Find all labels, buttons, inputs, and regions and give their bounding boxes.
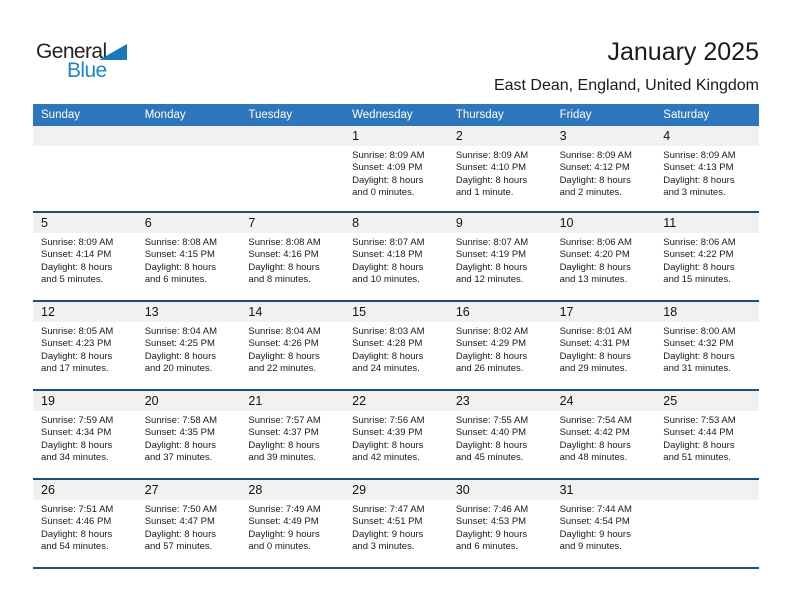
daylight-line1: Daylight: 8 hours (248, 261, 320, 273)
day-cell (137, 480, 241, 567)
day-cell (33, 302, 137, 389)
daylight-line1: Daylight: 8 hours (352, 261, 424, 273)
weekday-header-row (33, 104, 759, 126)
sunrise-text: Sunrise: 8:01 AM (559, 326, 632, 337)
day-cell (33, 391, 137, 478)
sunrise-text: Sunrise: 8:09 AM (663, 150, 736, 161)
daylight-line1: Daylight: 8 hours (559, 261, 631, 273)
day-details (344, 146, 448, 200)
day-details (240, 500, 344, 554)
day-cell (552, 213, 656, 300)
day-number: 19 (33, 391, 137, 411)
daylight-line1: Daylight: 8 hours (352, 439, 424, 451)
day-details (240, 233, 344, 287)
day-details (240, 411, 344, 465)
day-number (655, 480, 759, 500)
weeks (33, 126, 759, 569)
sunrise-text: Sunrise: 8:08 AM (144, 237, 218, 248)
sunset-text: Sunset: 4:16 PM (248, 249, 319, 261)
day-cell (448, 126, 552, 211)
day-number: 9 (448, 213, 552, 233)
logo-text-general: General (36, 40, 107, 63)
day-cell (240, 302, 344, 389)
daylight-line2: and 15 minutes. (663, 274, 731, 286)
daylight-line2: and 29 minutes. (559, 363, 628, 375)
day-number: 12 (33, 302, 137, 322)
sunset-text: Sunset: 4:39 PM (352, 427, 423, 439)
sunset-text: Sunset: 4:15 PM (144, 249, 215, 261)
day-cell (240, 213, 344, 300)
weekday-tuesday: Tuesday (248, 109, 293, 121)
daylight-line1: Daylight: 8 hours (144, 261, 216, 273)
daylight-line2: and 10 minutes. (352, 274, 420, 286)
daylight-line2: and 39 minutes. (248, 452, 317, 464)
day-details (448, 411, 552, 465)
day-number: 21 (240, 391, 344, 411)
day-details (344, 411, 448, 465)
day-details (137, 500, 241, 554)
day-cell (240, 126, 344, 211)
sunrise-text: Sunrise: 8:03 AM (352, 326, 425, 337)
day-cell (655, 213, 759, 300)
sunset-text: Sunset: 4:19 PM (455, 249, 527, 261)
sunrise-text: Sunrise: 8:09 AM (559, 150, 632, 161)
sunrise-text: Sunrise: 8:02 AM (455, 326, 529, 337)
daylight-line1: Daylight: 8 hours (144, 350, 216, 362)
sunset-text: Sunset: 4:51 PM (352, 516, 423, 528)
sunrise-text: Sunrise: 7:49 AM (248, 504, 321, 515)
daylight-line1: Daylight: 8 hours (455, 174, 528, 186)
day-details (655, 322, 759, 376)
day-details (240, 146, 344, 150)
day-details (552, 411, 656, 465)
sunset-text: Sunset: 4:40 PM (455, 427, 527, 439)
day-number: 25 (655, 391, 759, 411)
sunrise-text: Sunrise: 8:04 AM (144, 326, 218, 337)
sunset-text: Sunset: 4:29 PM (455, 338, 527, 350)
day-number (33, 126, 137, 146)
day-cell (344, 391, 448, 478)
day-details (137, 233, 241, 287)
sunrise-text: Sunrise: 8:07 AM (352, 237, 425, 248)
daylight-line2: and 12 minutes. (455, 274, 524, 286)
sunset-text: Sunset: 4:47 PM (144, 516, 215, 528)
general-blue-logo (36, 40, 130, 86)
day-details (344, 233, 448, 287)
weekday-thursday: Thursday (455, 109, 504, 121)
daylight-line2: and 2 minutes. (559, 187, 622, 199)
sunrise-text: Sunrise: 7:46 AM (455, 504, 529, 515)
day-details (655, 233, 759, 287)
day-cell (448, 302, 552, 389)
day-cell (137, 391, 241, 478)
day-cell (552, 480, 656, 567)
sunrise-text: Sunrise: 7:56 AM (352, 415, 425, 426)
sunrise-text: Sunrise: 7:50 AM (144, 504, 218, 515)
day-number: 22 (344, 391, 448, 411)
daylight-line2: and 8 minutes. (248, 274, 311, 286)
daylight-line1: Daylight: 8 hours (352, 174, 424, 186)
daylight-line1: Daylight: 8 hours (663, 439, 735, 451)
day-cell (137, 126, 241, 211)
daylight-line2: and 48 minutes. (559, 452, 628, 464)
day-details (137, 411, 241, 465)
day-number: 23 (448, 391, 552, 411)
sunset-text: Sunset: 4:23 PM (41, 338, 112, 350)
day-details (448, 322, 552, 376)
location-subtitle: East Dean, England, United Kingdom (493, 77, 759, 94)
day-number: 27 (137, 480, 241, 500)
daylight-line1: Daylight: 8 hours (663, 174, 735, 186)
daylight-line1: Daylight: 8 hours (248, 439, 320, 451)
sunset-text: Sunset: 4:14 PM (41, 249, 112, 261)
day-details (552, 322, 656, 376)
day-number: 6 (137, 213, 241, 233)
weekday-friday: Friday (559, 109, 592, 121)
day-number: 13 (137, 302, 241, 322)
day-details (33, 411, 137, 465)
day-cell (448, 480, 552, 567)
weekday-sunday: Sunday (41, 109, 81, 121)
daylight-line2: and 13 minutes. (559, 274, 628, 286)
sunrise-text: Sunrise: 7:51 AM (41, 504, 114, 515)
weekday-saturday: Saturday (663, 109, 710, 121)
day-number: 24 (552, 391, 656, 411)
day-number: 1 (344, 126, 448, 146)
day-number: 18 (655, 302, 759, 322)
day-details (33, 233, 137, 287)
sunset-text: Sunset: 4:18 PM (352, 249, 423, 261)
daylight-line2: and 24 minutes. (352, 363, 420, 375)
sunrise-text: Sunrise: 8:04 AM (248, 326, 321, 337)
weekday-wednesday: Wednesday (352, 109, 413, 121)
week-row (33, 126, 759, 211)
sunset-text: Sunset: 4:32 PM (663, 338, 734, 350)
daylight-line1: Daylight: 8 hours (352, 350, 424, 362)
daylight-line1: Daylight: 8 hours (41, 261, 113, 273)
daylight-line1: Daylight: 8 hours (663, 350, 735, 362)
day-cell (552, 126, 656, 211)
day-number: 26 (33, 480, 137, 500)
day-cell (344, 213, 448, 300)
sunset-text: Sunset: 4:13 PM (663, 162, 734, 174)
sunset-text: Sunset: 4:54 PM (559, 516, 630, 528)
day-number: 10 (552, 213, 656, 233)
sunrise-text: Sunrise: 8:09 AM (455, 150, 529, 161)
daylight-line1: Daylight: 8 hours (559, 174, 631, 186)
sunrise-text: Sunrise: 7:59 AM (41, 415, 114, 426)
daylight-line2: and 37 minutes. (144, 452, 213, 464)
day-details (448, 233, 552, 287)
day-number: 8 (344, 213, 448, 233)
day-details (240, 322, 344, 376)
day-number: 31 (552, 480, 656, 500)
daylight-line2: and 57 minutes. (144, 541, 213, 553)
day-cell (448, 391, 552, 478)
day-cell (137, 302, 241, 389)
sunset-text: Sunset: 4:53 PM (455, 516, 527, 528)
daylight-line1: Daylight: 8 hours (41, 350, 113, 362)
day-cell (33, 126, 137, 211)
daylight-line2: and 0 minutes. (352, 187, 415, 199)
daylight-line2: and 6 minutes. (455, 541, 519, 553)
day-number: 14 (240, 302, 344, 322)
sunset-text: Sunset: 4:10 PM (455, 162, 527, 174)
sunrise-text: Sunrise: 7:55 AM (455, 415, 529, 426)
sunrise-text: Sunrise: 8:07 AM (455, 237, 529, 248)
day-number: 11 (655, 213, 759, 233)
sunrise-text: Sunrise: 7:57 AM (248, 415, 321, 426)
sunrise-text: Sunrise: 8:00 AM (663, 326, 736, 337)
day-number: 20 (137, 391, 241, 411)
sunset-text: Sunset: 4:20 PM (559, 249, 630, 261)
daylight-line2: and 54 minutes. (41, 541, 109, 553)
day-cell (33, 213, 137, 300)
sunrise-text: Sunrise: 8:06 AM (663, 237, 736, 248)
logo-text-blue: Blue (67, 59, 107, 82)
page-title: January 2025 (607, 38, 759, 66)
day-cell (137, 213, 241, 300)
daylight-line2: and 0 minutes. (248, 541, 311, 553)
daylight-line1: Daylight: 8 hours (41, 439, 113, 451)
day-number: 29 (344, 480, 448, 500)
daylight-line1: Daylight: 9 hours (559, 528, 631, 540)
sunset-text: Sunset: 4:25 PM (144, 338, 215, 350)
daylight-line2: and 31 minutes. (663, 363, 731, 375)
daylight-line2: and 45 minutes. (455, 452, 524, 464)
daylight-line2: and 3 minutes. (663, 187, 726, 199)
day-details (33, 322, 137, 376)
day-cell (655, 126, 759, 211)
sunrise-text: Sunrise: 8:09 AM (352, 150, 425, 161)
day-cell (240, 391, 344, 478)
sunset-text: Sunset: 4:22 PM (663, 249, 734, 261)
sunset-text: Sunset: 4:49 PM (248, 516, 319, 528)
day-details (137, 146, 241, 150)
day-number (240, 126, 344, 146)
sunrise-text: Sunrise: 7:54 AM (559, 415, 632, 426)
day-details (655, 411, 759, 465)
daylight-line2: and 20 minutes. (144, 363, 213, 375)
day-cell (448, 213, 552, 300)
daylight-line2: and 5 minutes. (41, 274, 104, 286)
day-cell (655, 391, 759, 478)
day-number: 30 (448, 480, 552, 500)
daylight-line2: and 51 minutes. (663, 452, 731, 464)
daylight-line1: Daylight: 8 hours (559, 350, 631, 362)
sunrise-text: Sunrise: 7:58 AM (144, 415, 218, 426)
day-details (655, 146, 759, 200)
sunset-text: Sunset: 4:46 PM (41, 516, 112, 528)
sunset-text: Sunset: 4:42 PM (559, 427, 630, 439)
sunset-text: Sunset: 4:26 PM (248, 338, 319, 350)
day-cell (344, 302, 448, 389)
daylight-line2: and 26 minutes. (455, 363, 524, 375)
sunset-text: Sunset: 4:12 PM (559, 162, 630, 174)
calendar-table (33, 104, 759, 569)
day-number: 3 (552, 126, 656, 146)
day-number: 2 (448, 126, 552, 146)
day-cell (552, 302, 656, 389)
daylight-line1: Daylight: 8 hours (559, 439, 631, 451)
day-details (33, 146, 137, 150)
daylight-line2: and 34 minutes. (41, 452, 109, 464)
sunset-text: Sunset: 4:44 PM (663, 427, 734, 439)
daylight-line2: and 6 minutes. (144, 274, 208, 286)
daylight-line1: Daylight: 8 hours (663, 261, 735, 273)
day-cell (240, 480, 344, 567)
daylight-line2: and 3 minutes. (352, 541, 415, 553)
sunrise-text: Sunrise: 8:09 AM (41, 237, 114, 248)
day-details (137, 322, 241, 376)
day-cell (655, 480, 759, 567)
daylight-line1: Daylight: 8 hours (248, 350, 320, 362)
daylight-line2: and 17 minutes. (41, 363, 109, 375)
daylight-line2: and 9 minutes. (559, 541, 622, 553)
day-cell (655, 302, 759, 389)
sunset-text: Sunset: 4:35 PM (144, 427, 215, 439)
daylight-line1: Daylight: 9 hours (455, 528, 528, 540)
day-details (655, 500, 759, 504)
day-details (448, 500, 552, 554)
day-number: 16 (448, 302, 552, 322)
sunrise-text: Sunrise: 7:53 AM (663, 415, 736, 426)
daylight-line2: and 22 minutes. (248, 363, 317, 375)
week-row (33, 389, 759, 478)
week-row (33, 211, 759, 300)
daylight-line1: Daylight: 8 hours (455, 350, 528, 362)
day-cell (344, 126, 448, 211)
day-details (448, 146, 552, 200)
day-number: 28 (240, 480, 344, 500)
day-number (137, 126, 241, 146)
week-row (33, 300, 759, 389)
daylight-line1: Daylight: 8 hours (455, 439, 528, 451)
sunset-text: Sunset: 4:37 PM (248, 427, 319, 439)
sunset-text: Sunset: 4:28 PM (352, 338, 423, 350)
daylight-line1: Daylight: 9 hours (248, 528, 320, 540)
week-row (33, 478, 759, 567)
day-details (552, 500, 656, 554)
daylight-line1: Daylight: 8 hours (41, 528, 113, 540)
day-number: 5 (33, 213, 137, 233)
daylight-line1: Daylight: 8 hours (455, 261, 528, 273)
day-details (344, 322, 448, 376)
daylight-line1: Daylight: 9 hours (352, 528, 424, 540)
day-details (552, 233, 656, 287)
day-number: 4 (655, 126, 759, 146)
sunset-text: Sunset: 4:34 PM (41, 427, 112, 439)
sunrise-text: Sunrise: 7:47 AM (352, 504, 425, 515)
day-details (552, 146, 656, 200)
daylight-line1: Daylight: 8 hours (144, 528, 216, 540)
sunset-text: Sunset: 4:31 PM (559, 338, 630, 350)
daylight-line2: and 42 minutes. (352, 452, 420, 464)
day-number: 15 (344, 302, 448, 322)
sunset-text: Sunset: 4:09 PM (352, 162, 423, 174)
day-details (33, 500, 137, 554)
sunrise-text: Sunrise: 8:06 AM (559, 237, 632, 248)
logo-triangle-icon (99, 44, 127, 60)
sunrise-text: Sunrise: 8:08 AM (248, 237, 321, 248)
sunrise-text: Sunrise: 8:05 AM (41, 326, 114, 337)
day-details (344, 500, 448, 554)
day-cell (33, 480, 137, 567)
daylight-line2: and 1 minute. (455, 187, 514, 199)
day-cell (344, 480, 448, 567)
weekday-monday: Monday (144, 109, 186, 121)
sunrise-text: Sunrise: 7:44 AM (559, 504, 632, 515)
day-cell (552, 391, 656, 478)
day-number: 17 (552, 302, 656, 322)
daylight-line1: Daylight: 8 hours (144, 439, 216, 451)
day-number: 7 (240, 213, 344, 233)
